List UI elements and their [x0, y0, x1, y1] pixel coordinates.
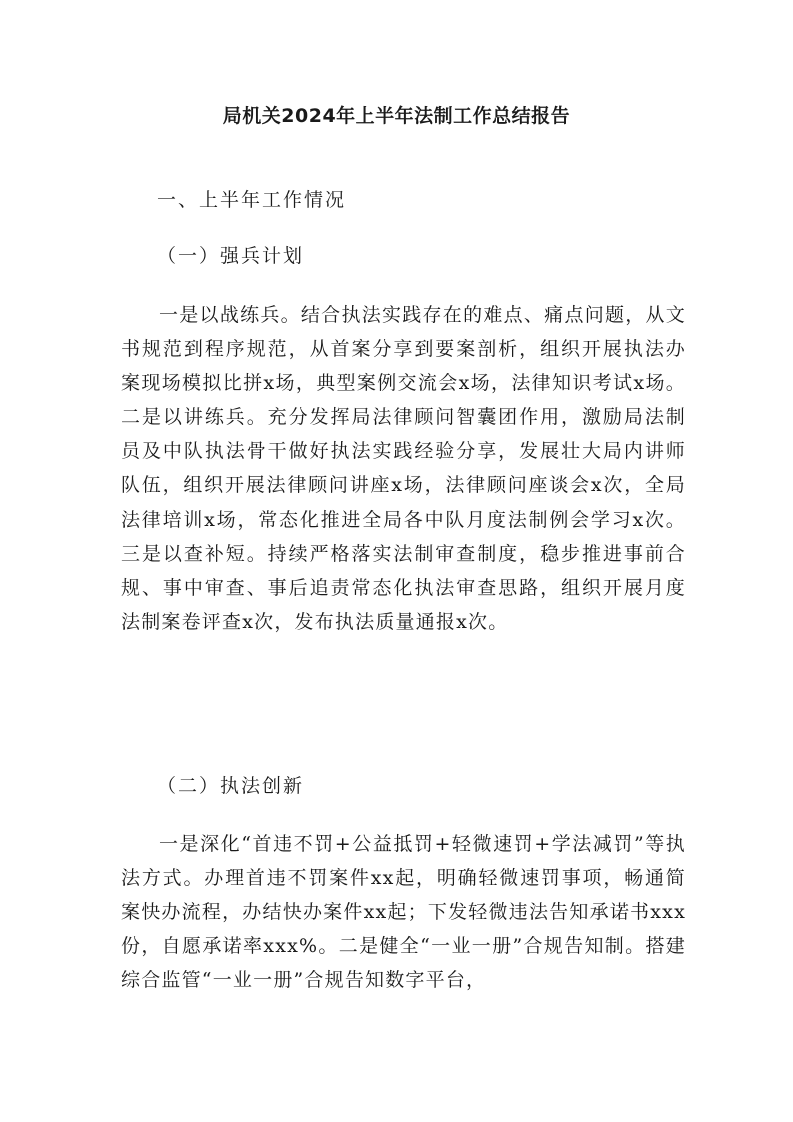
section-heading-work-status: 一、上半年工作情况: [157, 189, 347, 211]
subsection-heading-training-plan: （一）强兵计划: [157, 245, 305, 267]
paragraph-enforcement-innovation: 一是深化“首违不罚+公益抵罚+轻微速罚+学法减罚”等执法方式。办理首违不罚案件xx起，明确轻微速罚事项，畅通简案快办流程，办结快办案件xx起；下发轻微违法告知承诺书xxx份，自愿承诺率xxx%。二是健全“一业一册”合规告知制。搭建综合监管“一业一册”合规告知数字平台，: [121, 833, 686, 992]
subsection-heading-enforcement-innovation: （二）执法创新: [157, 775, 305, 797]
paragraph-training-plan: 一是以战练兵。结合执法实践存在的难点、痛点问题，从文书规范到程序规范，从首案分享到要案剖析，组织开展执法办案现场模拟比拼x场，典型案例交流会x场，法律知识考试x场。二是以讲练兵。充分发挥局法律顾问智囊团作用，激励局法制员及中队执法骨干做好执法实践经验分享，发展壮大局内讲师队伍，组织开展法律顾问讲座x场，法律顾问座谈会x次，全局法律培训x场，常态化推进全局各中队月度法制例会学习x次。三是以查补短。持续严格落实法制审查制度，稳步推进事前合规、事中审查、事后追责常态化执法审查思路，组织开展月度法制案卷评查x次，发布执法质量通报x次。: [121, 304, 686, 633]
document-title: 局机关2024年上半年法制工作总结报告: [222, 105, 571, 127]
